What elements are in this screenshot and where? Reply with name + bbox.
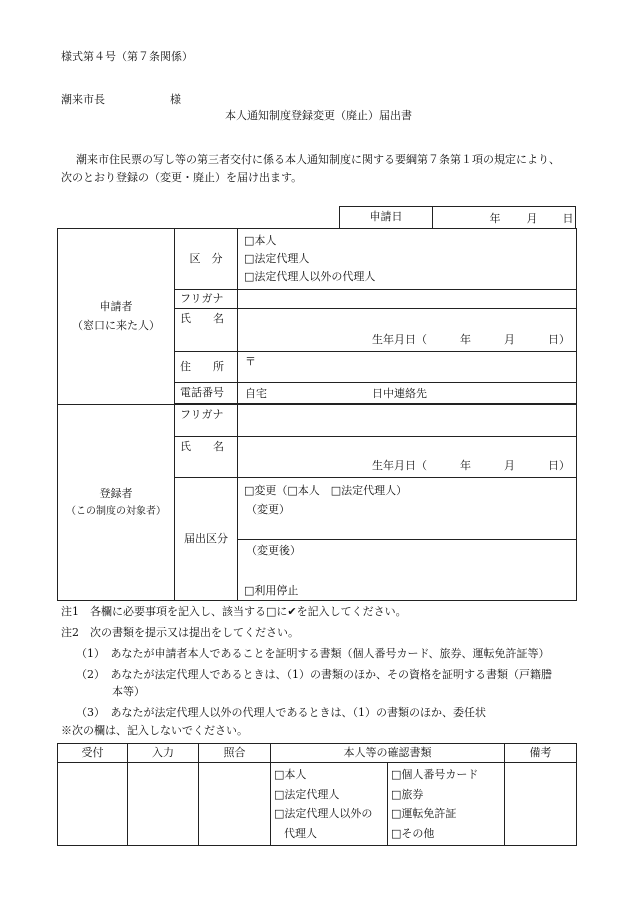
registrant-heading: 登録者: [99, 486, 133, 500]
registrant-todoke-label: 届出区分: [175, 478, 238, 601]
registrant-sub: （この制度の対象者）: [66, 506, 166, 518]
doc-check-other-agent[interactable]: □法定代理人以外の: [274, 807, 373, 821]
registrant-furigana-label: フリガナ: [175, 405, 238, 437]
applicant-phone-field[interactable]: [238, 383, 577, 404]
registrant-furigana-field[interactable]: [238, 405, 577, 437]
registrant-change-field[interactable]: [238, 478, 577, 540]
date-month: 月: [526, 211, 538, 225]
applicant-birth: 生年月日（ 年 月 日）: [372, 333, 570, 346]
office-docs-right: [388, 763, 505, 846]
office-remarks-cell[interactable]: [505, 763, 577, 846]
intro-line-1: 潮来市住民票の写し等の第三者交付に係る本人通知制度に関する要綱第７条第１項の規定により、: [76, 153, 560, 166]
doc-check-other-agent-cont: 代理人: [284, 826, 317, 840]
registrant-name-label: 氏 名: [175, 437, 238, 478]
date-year: 年: [489, 211, 501, 225]
office-note: ※次の欄は、記入しないでください。: [61, 724, 248, 737]
applicant-furigana-field[interactable]: [238, 290, 577, 309]
change-option[interactable]: □変更（□本人 □法定代理人）: [244, 484, 408, 497]
applicant-name-field[interactable]: [238, 309, 577, 352]
addressee: 潮来市長: [61, 93, 105, 106]
intro-line-2: 次のとおり登録の（変更・廃止）を届け出ます。: [61, 171, 303, 184]
page-title: 本人通知制度登録変更（廃止）届出書: [225, 109, 412, 122]
note-2-item-2: （2） あなたが法定代理人であるときは、（1）の書類のほか、その資格を証明する書類（戸籍謄: [76, 668, 552, 681]
doc-check-license[interactable]: □運転免許証: [391, 807, 457, 821]
applicant-sub: （窓口に来た人）: [72, 318, 160, 332]
kubun-option-other-agent[interactable]: □法定代理人以外の代理人: [244, 270, 376, 284]
office-header-receipt: 受付: [58, 744, 128, 763]
kubun-option-self[interactable]: □本人: [244, 233, 277, 247]
note-2: 注2 次の書類を提示又は提出をしてください。: [61, 626, 299, 639]
applicant-phone-label: 電話番号: [175, 383, 238, 404]
registrant-name-field[interactable]: [238, 437, 577, 478]
registrant-birth: 生年月日（ 年 月 日）: [372, 459, 570, 472]
phone-home: 自宅: [245, 387, 267, 400]
date-table: [339, 206, 576, 229]
doc-check-legal-agent[interactable]: □法定代理人: [274, 787, 340, 801]
office-header-docs: 本人等の確認書類: [271, 744, 505, 763]
applicant-address-label: 住 所: [175, 352, 238, 383]
doc-check-passport[interactable]: □旅券: [391, 787, 424, 801]
office-input-cell[interactable]: [128, 763, 199, 846]
note-1: 注1 各欄に必要事項を記入し、該当する□に✔を記入してください。: [61, 605, 407, 618]
kubun-option-legal-agent[interactable]: □法定代理人: [244, 251, 310, 265]
date-day: 日: [562, 211, 574, 225]
applicant-heading: 申請者: [99, 300, 133, 314]
date-field[interactable]: [433, 207, 576, 229]
change-before: （変更）: [246, 503, 290, 517]
applicant-address-field[interactable]: [238, 352, 577, 383]
doc-check-mynumber[interactable]: □個人番号カード: [391, 768, 479, 781]
note-2-item-1: （1） あなたが申請者本人であることを証明する書類（個人番号カード、旅券、運転免許証等）: [76, 647, 550, 660]
office-table: [57, 743, 577, 846]
office-header-check: 照合: [199, 744, 271, 763]
office-check-cell[interactable]: [199, 763, 271, 846]
note-2-item-3: （3） あなたが法定代理人以外の代理人であるときは、（1）の書類のほか、委任状: [76, 706, 486, 719]
registrant-heading-cell: [58, 405, 175, 601]
applicant-heading-cell: [58, 229, 175, 405]
doc-check-other[interactable]: □その他: [391, 826, 435, 840]
form-number: 様式第４号（第７条関係）: [61, 50, 193, 63]
applicant-furigana-label: フリガナ: [175, 290, 238, 309]
change-after: （変更後）: [246, 544, 301, 557]
applicant-kubun-label: 区 分: [175, 229, 238, 290]
date-label: 申請日: [340, 207, 433, 229]
office-receipt-cell[interactable]: [58, 763, 128, 846]
registrant-change-after-field[interactable]: [238, 540, 577, 601]
phone-daytime: 日中連絡先: [372, 387, 427, 400]
office-docs-left: [271, 763, 388, 846]
office-header-remarks: 備考: [505, 744, 577, 763]
main-form-table: [57, 228, 577, 601]
postal-mark: 〒: [245, 355, 256, 368]
applicant-kubun-options: [238, 229, 577, 290]
stop-option[interactable]: □利用停止: [244, 584, 299, 597]
applicant-name-label: 氏 名: [175, 309, 238, 352]
honorific: 様: [170, 93, 181, 106]
doc-check-self[interactable]: □本人: [274, 768, 307, 781]
office-header-input: 入力: [128, 744, 199, 763]
note-2-item-2-cont: 本等）: [112, 685, 145, 698]
